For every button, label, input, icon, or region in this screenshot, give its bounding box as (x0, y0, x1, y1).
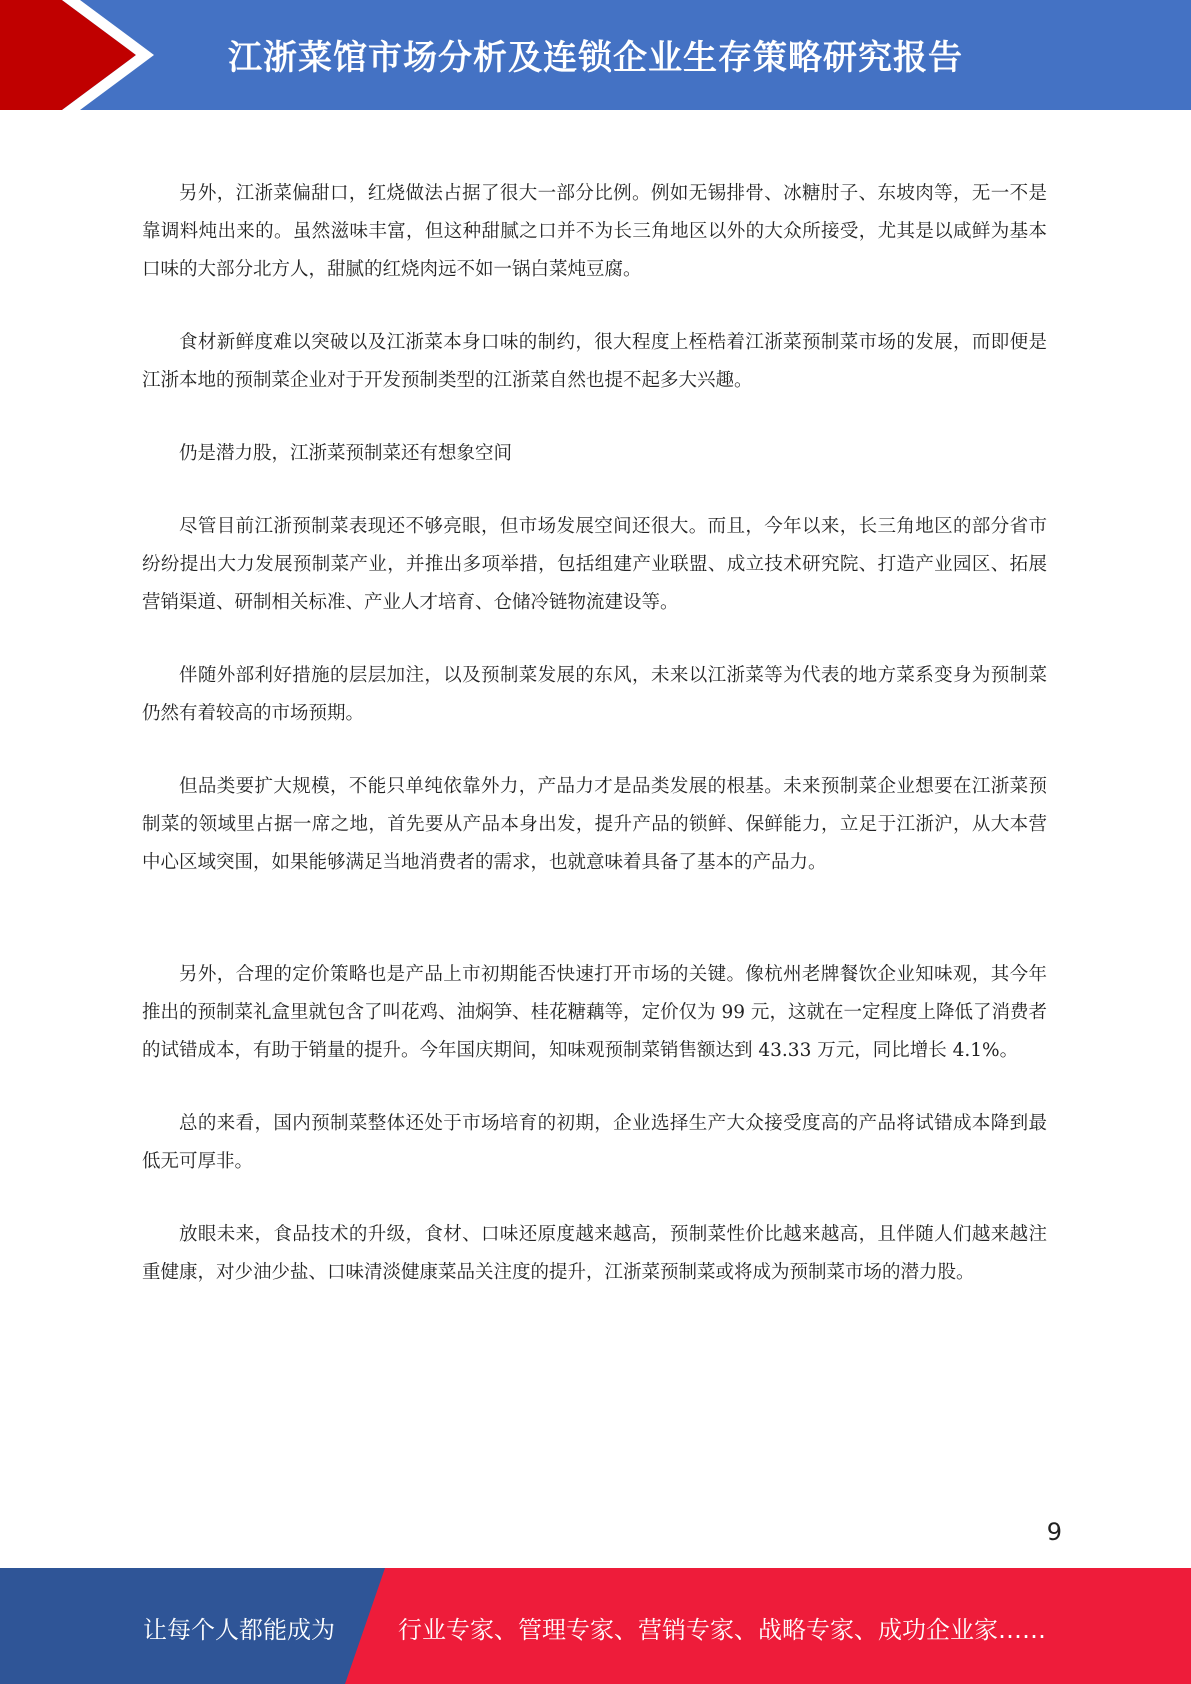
paragraph-freshness-constraint: 食材新鲜度难以突破以及江浙菜本身口味的制约，很大程度上桎梏着江浙菜预制菜市场的发展，而即便是江浙本地的预制菜企业对于开发预制类型的江浙菜自然也提不起多大兴趣。 (142, 332, 1047, 391)
paragraph-market-cultivation: 总的来看，国内预制菜整体还处于市场培育的初期，企业选择生产大众接受度高的产品将试错成本降到最低无可厚非。 (142, 1113, 1047, 1172)
paragraph-pricing-strategy: 另外，合理的定价策略也是产品上市初期能否快速打开市场的关键。像杭州老牌餐饮企业知味观，其今年推出的预制菜礼盒里就包含了叫花鸡、油焖笋、桂花糖藕等，定价仅为 99 元，这就在一定程度上降低了消费者的试错成本，有助于销量的提升。今年国庆期间，知味观预制菜销售额达到 43.33 万元，同比增长 4.1%。 (142, 964, 1047, 1061)
header-red-arrow (0, 0, 136, 110)
paragraph-external-support: 伴随外部利好措施的层层加注，以及预制菜发展的东风，未来以江浙菜等为代表的地方菜系变身为预制菜仍然有着较高的市场预期。 (142, 665, 1047, 724)
header-banner (0, 0, 1191, 110)
footer-banner (0, 1568, 1191, 1684)
paragraph-market-space: 尽管目前江浙预制菜表现还不够亮眼，但市场发展空间还很大。而且，今年以来，长三角地区的部分省市纷纷提出大力发展预制菜产业，并推出多项举措，包括组建产业联盟、成立技术研究院、打造产业园区、拓展营销渠道、研制相关标准、产业人才培育、仓储冷链物流建设等。 (142, 516, 1047, 613)
paragraph-sweet-taste: 另外，江浙菜偏甜口，红烧做法占据了很大一部分比例。例如无锡排骨、冰糖肘子、东坡肉等，无一不是靠调料炖出来的。虽然滋味丰富，但这种甜腻之口并不为长三角地区以外的大众所接受，尤其是以咸鲜为基本口味的大部分北方人，甜腻的红烧肉远不如一锅白菜炖豆腐。 (142, 183, 1047, 280)
footer-slogan-left: 让每个人都能成为 (143, 1616, 335, 1644)
section-heading-potential: 仍是潜力股，江浙菜预制菜还有想象空间 (179, 443, 513, 464)
paragraph-future-outlook: 放眼未来，食品技术的升级，食材、口味还原度越来越高，预制菜性价比越来越高，且伴随人们越来越注重健康，对少油少盐、口味清淡健康菜品关注度的提升，江浙菜预制菜或将成为预制菜市场的潜力股。 (142, 1224, 1047, 1283)
footer-slogan-right: 行业专家、管理专家、营销专家、战略专家、成功企业家…… (398, 1616, 1046, 1644)
report-title: 江浙菜馆市场分析及连锁企业生存策略研究报告 (228, 38, 963, 78)
page-number: 9 (1046, 1518, 1062, 1546)
report-body (142, 175, 1047, 1327)
paragraph-product-strength: 但品类要扩大规模，不能只单纯依靠外力，产品力才是品类发展的根基。未来预制菜企业想要在江浙菜预制菜的领域里占据一席之地，首先要从产品本身出发，提升产品的锁鲜、保鲜能力，立足于江浙沪，从大本营中心区域突围，如果能够满足当地消费者的需求，也就意味着具备了基本的产品力。 (142, 776, 1047, 873)
